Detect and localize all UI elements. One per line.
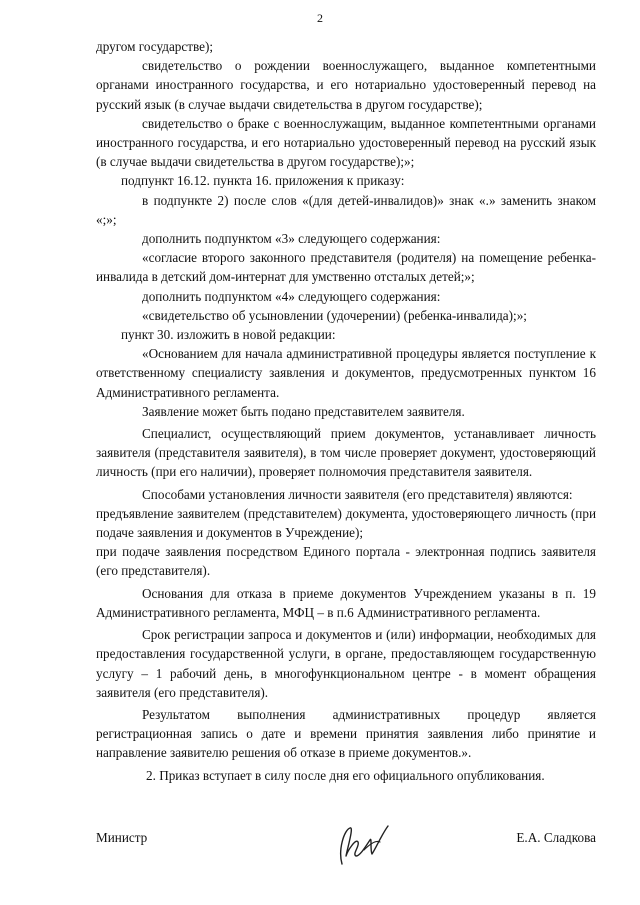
paragraph: подпункт 16.12. пункта 16. приложения к приказу: <box>121 173 405 189</box>
paragraph: Заявление может быть подано представителем заявителя. <box>142 403 465 419</box>
paragraph: пункт 30. изложить в новой редакции: <box>121 327 336 343</box>
paragraph: Специалист, осуществляющий прием документов, устанавливает личность заявителя (представителя заявителя), в том числе проверяет документ, удостоверяющий личность (при его наличии), проверяет полномочия представителя заявителя. <box>96 426 596 480</box>
paragraph: дополнить подпунктом «4» следующего содержания: <box>142 288 441 304</box>
paragraph: «Основанием для начала административной процедуры является поступление к ответственному специалисту заявления и документов, предусмотренных пунктом 16 Административного регламента. <box>96 346 596 400</box>
paragraph: при подаче заявления посредством Единого портала - электронная подпись заявителя (его представителя). <box>96 544 596 579</box>
paragraph: свидетельство о рождении военнослужащего, выданное компетентными органами иностранного государства, и его нотариально удостоверенный перевод на русский язык (в случае выдачи свидетельства в другом государстве); <box>96 58 596 112</box>
paragraph: другом государстве); <box>96 39 214 54</box>
handwritten-signature-icon <box>326 820 406 870</box>
paragraph: 2. Приказ вступает в силу после дня его официального опубликования. <box>146 767 545 783</box>
paragraph: предъявление заявителем (представителем) документа, удостоверяющего личность (при подаче заявления и документов в Учреждение); <box>96 505 596 541</box>
document-body <box>96 37 596 785</box>
signatory-name: Е.А. Сладкова <box>516 830 596 845</box>
signatory-title: Министр <box>96 830 148 845</box>
page-number: 2 <box>317 11 323 25</box>
paragraph: Результатом выполнения административных процедур является регистрационная запись о дате и времени принятия заявления либо принятие и направление заявителю решения об отказе в приеме документов.». <box>96 706 596 761</box>
paragraph: «свидетельство об усыновлении (удочерении) (ребенка-инвалида);»; <box>142 307 527 323</box>
paragraph: дополнить подпунктом «3» следующего содержания: <box>142 231 441 247</box>
paragraph: в подпункте 2) после слов «(для детей-инвалидов)» знак «.» заменить знаком «;»; <box>96 192 596 227</box>
paragraph: Основания для отказа в приеме документов Учреждением указаны в п. 19 Административного регламента, МФЦ – в п.6 Административного регламента. <box>96 585 596 620</box>
paragraph: Способами установления личности заявителя (его представителя) являются: <box>142 486 573 502</box>
paragraph: «согласие второго законного представителя (родителя) на помещение ребенка-инвалида в детский дом-интернат для умственно отсталых детей;»; <box>96 250 596 285</box>
paragraph: Срок регистрации запроса и документов и (или) информации, необходимых для предоставления государственной услуги, в органе, предоставляющем государственную услугу – 1 рабочий день, в многофункциональном центре - в момент обращения заявителя (его представителя). <box>96 627 596 700</box>
signature-block <box>96 820 596 870</box>
paragraph: свидетельство о браке с военнослужащим, выданное компетентными органами иностранного государства, и его нотариально удостоверенный перевод на русский язык (в случае выдачи свидетельства в другом государстве);»; <box>96 115 596 170</box>
